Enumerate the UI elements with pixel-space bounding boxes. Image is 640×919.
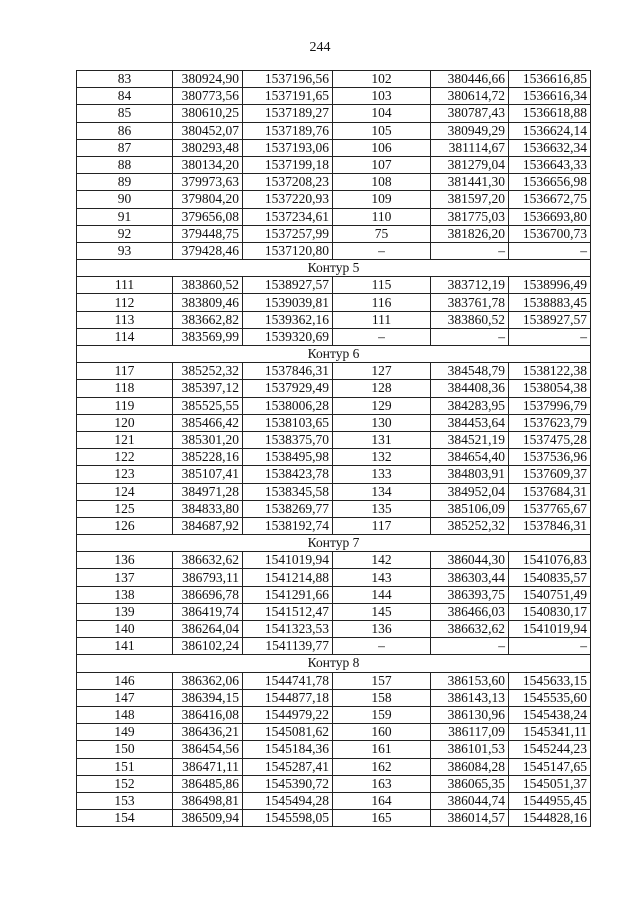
table-row: [77, 517, 591, 534]
x-coordinate-cell: 380614,72: [431, 88, 509, 105]
point-number-cell: 106: [333, 139, 431, 156]
x-coordinate-cell: 379448,75: [173, 225, 243, 242]
x-coordinate-cell: 386102,24: [173, 638, 243, 655]
y-coordinate-cell: 1541512,47: [243, 603, 333, 620]
x-coordinate-cell: 385107,41: [173, 466, 243, 483]
x-coordinate-cell: 384971,28: [173, 483, 243, 500]
y-coordinate-cell: 1537929,49: [243, 380, 333, 397]
point-number-cell: 135: [333, 500, 431, 517]
x-coordinate-cell: 386065,35: [431, 775, 509, 792]
x-coordinate-cell: 381441,30: [431, 174, 509, 191]
x-coordinate-cell: 386153,60: [431, 672, 509, 689]
y-coordinate-cell: 1544741,78: [243, 672, 333, 689]
x-coordinate-cell: 386264,04: [173, 621, 243, 638]
x-coordinate-cell: 386044,30: [431, 552, 509, 569]
x-coordinate-cell: 381775,03: [431, 208, 509, 225]
y-coordinate-cell: 1545147,65: [509, 758, 591, 775]
point-number-cell: 85: [77, 105, 173, 122]
x-coordinate-cell: 380949,29: [431, 122, 509, 139]
y-coordinate-cell: 1540751,49: [509, 586, 591, 603]
y-coordinate-cell: 1537609,37: [509, 466, 591, 483]
y-coordinate-cell: 1538103,65: [243, 414, 333, 431]
y-coordinate-cell: 1541139,77: [243, 638, 333, 655]
y-coordinate-cell: 1538495,98: [243, 449, 333, 466]
y-coordinate-cell: 1537199,18: [243, 156, 333, 173]
point-number-cell: 157: [333, 672, 431, 689]
point-number-cell: 163: [333, 775, 431, 792]
table-row: [77, 569, 591, 586]
x-coordinate-cell: 386362,06: [173, 672, 243, 689]
y-coordinate-cell: 1538054,38: [509, 380, 591, 397]
section-header-row: [77, 260, 591, 277]
x-coordinate-cell: 385301,20: [173, 431, 243, 448]
point-number-cell: 89: [77, 174, 173, 191]
table-row: [77, 810, 591, 827]
point-number-cell: 162: [333, 758, 431, 775]
point-number-cell: 117: [333, 517, 431, 534]
table-row: [77, 638, 591, 655]
x-coordinate-cell: 384803,91: [431, 466, 509, 483]
point-number-cell: 142: [333, 552, 431, 569]
x-coordinate-cell: 386394,15: [173, 689, 243, 706]
table-row: [77, 603, 591, 620]
x-coordinate-cell: 385252,32: [431, 517, 509, 534]
point-number-cell: 87: [77, 139, 173, 156]
x-coordinate-cell: 385106,09: [431, 500, 509, 517]
x-coordinate-cell: 383860,52: [431, 311, 509, 328]
coordinates-table-body: [77, 71, 591, 827]
y-coordinate-cell: 1545184,36: [243, 741, 333, 758]
x-coordinate-cell: 385397,12: [173, 380, 243, 397]
y-coordinate-cell: 1536632,34: [509, 139, 591, 156]
point-number-cell: 158: [333, 689, 431, 706]
point-number-cell: 145: [333, 603, 431, 620]
y-coordinate-cell: 1536656,98: [509, 174, 591, 191]
y-coordinate-cell: 1536672,75: [509, 191, 591, 208]
point-number-cell: 90: [77, 191, 173, 208]
point-number-cell: 131: [333, 431, 431, 448]
y-coordinate-cell: 1537257,99: [243, 225, 333, 242]
y-coordinate-cell: 1536618,88: [509, 105, 591, 122]
x-coordinate-cell: 379973,63: [173, 174, 243, 191]
y-coordinate-cell: 1537684,31: [509, 483, 591, 500]
point-number-cell: 139: [77, 603, 173, 620]
x-coordinate-cell: 386130,96: [431, 706, 509, 723]
point-number-cell: 105: [333, 122, 431, 139]
y-coordinate-cell: 1537234,61: [243, 208, 333, 225]
x-coordinate-cell: 380446,66: [431, 71, 509, 88]
x-coordinate-cell: –: [431, 328, 509, 345]
table-row: [77, 483, 591, 500]
table-row: [77, 706, 591, 723]
y-coordinate-cell: 1538006,28: [243, 397, 333, 414]
y-coordinate-cell: 1539320,69: [243, 328, 333, 345]
x-coordinate-cell: 386498,81: [173, 792, 243, 809]
y-coordinate-cell: 1540830,17: [509, 603, 591, 620]
point-number-cell: 104: [333, 105, 431, 122]
point-number-cell: 126: [77, 517, 173, 534]
table-row: [77, 414, 591, 431]
point-number-cell: 83: [77, 71, 173, 88]
x-coordinate-cell: 380610,25: [173, 105, 243, 122]
table-row: [77, 775, 591, 792]
y-coordinate-cell: 1537765,67: [509, 500, 591, 517]
point-number-cell: 146: [77, 672, 173, 689]
y-coordinate-cell: 1545633,15: [509, 672, 591, 689]
x-coordinate-cell: 384952,04: [431, 483, 509, 500]
y-coordinate-cell: 1536643,33: [509, 156, 591, 173]
y-coordinate-cell: 1538345,58: [243, 483, 333, 500]
point-number-cell: 111: [333, 311, 431, 328]
table-row: [77, 191, 591, 208]
point-number-cell: 114: [77, 328, 173, 345]
y-coordinate-cell: –: [509, 242, 591, 259]
x-coordinate-cell: 380134,20: [173, 156, 243, 173]
y-coordinate-cell: 1545494,28: [243, 792, 333, 809]
table-row: [77, 449, 591, 466]
table-row: [77, 552, 591, 569]
y-coordinate-cell: 1537120,80: [243, 242, 333, 259]
y-coordinate-cell: 1539362,16: [243, 311, 333, 328]
x-coordinate-cell: –: [431, 638, 509, 655]
x-coordinate-cell: 386143,13: [431, 689, 509, 706]
y-coordinate-cell: 1537189,76: [243, 122, 333, 139]
table-row: [77, 363, 591, 380]
y-coordinate-cell: 1537193,06: [243, 139, 333, 156]
x-coordinate-cell: 386303,44: [431, 569, 509, 586]
point-number-cell: 115: [333, 277, 431, 294]
y-coordinate-cell: 1536693,80: [509, 208, 591, 225]
point-number-cell: 112: [77, 294, 173, 311]
y-coordinate-cell: 1545341,11: [509, 724, 591, 741]
point-number-cell: 86: [77, 122, 173, 139]
x-coordinate-cell: 385525,55: [173, 397, 243, 414]
coordinates-table: [76, 70, 591, 827]
table-row: [77, 672, 591, 689]
y-coordinate-cell: 1537996,79: [509, 397, 591, 414]
y-coordinate-cell: 1537536,96: [509, 449, 591, 466]
y-coordinate-cell: 1545081,62: [243, 724, 333, 741]
y-coordinate-cell: 1545390,72: [243, 775, 333, 792]
point-number-cell: 149: [77, 724, 173, 741]
page-number: 244: [309, 40, 331, 55]
point-number-cell: 148: [77, 706, 173, 723]
point-number-cell: 153: [77, 792, 173, 809]
point-number-cell: 129: [333, 397, 431, 414]
section-heading: Контур 5: [77, 260, 591, 277]
point-number-cell: 134: [333, 483, 431, 500]
x-coordinate-cell: 379428,46: [173, 242, 243, 259]
y-coordinate-cell: 1537846,31: [509, 517, 591, 534]
y-coordinate-cell: 1538375,70: [243, 431, 333, 448]
point-number-cell: 93: [77, 242, 173, 259]
table-row: [77, 208, 591, 225]
x-coordinate-cell: 380787,43: [431, 105, 509, 122]
x-coordinate-cell: 386416,08: [173, 706, 243, 723]
y-coordinate-cell: 1545438,24: [509, 706, 591, 723]
x-coordinate-cell: 380452,07: [173, 122, 243, 139]
x-coordinate-cell: 386466,03: [431, 603, 509, 620]
x-coordinate-cell: 386793,11: [173, 569, 243, 586]
table-row: [77, 122, 591, 139]
x-coordinate-cell: 383860,52: [173, 277, 243, 294]
x-coordinate-cell: 386101,53: [431, 741, 509, 758]
x-coordinate-cell: 379656,08: [173, 208, 243, 225]
point-number-cell: 136: [333, 621, 431, 638]
x-coordinate-cell: 386509,94: [173, 810, 243, 827]
y-coordinate-cell: 1545287,41: [243, 758, 333, 775]
point-number-cell: 102: [333, 71, 431, 88]
table-row: [77, 88, 591, 105]
point-number-cell: 137: [77, 569, 173, 586]
y-coordinate-cell: 1544979,22: [243, 706, 333, 723]
y-coordinate-cell: 1536616,34: [509, 88, 591, 105]
x-coordinate-cell: 383761,78: [431, 294, 509, 311]
x-coordinate-cell: 386632,62: [173, 552, 243, 569]
x-coordinate-cell: 386436,21: [173, 724, 243, 741]
x-coordinate-cell: 386014,57: [431, 810, 509, 827]
x-coordinate-cell: 386485,86: [173, 775, 243, 792]
table-row: [77, 105, 591, 122]
point-number-cell: 92: [77, 225, 173, 242]
table-row: [77, 139, 591, 156]
x-coordinate-cell: 384283,95: [431, 397, 509, 414]
point-number-cell: 130: [333, 414, 431, 431]
section-heading: Контур 7: [77, 535, 591, 552]
x-coordinate-cell: 381597,20: [431, 191, 509, 208]
x-coordinate-cell: 381279,04: [431, 156, 509, 173]
x-coordinate-cell: 386454,56: [173, 741, 243, 758]
x-coordinate-cell: –: [431, 242, 509, 259]
y-coordinate-cell: 1545535,60: [509, 689, 591, 706]
x-coordinate-cell: 379804,20: [173, 191, 243, 208]
table-row: [77, 277, 591, 294]
x-coordinate-cell: 381826,20: [431, 225, 509, 242]
y-coordinate-cell: 1541291,66: [243, 586, 333, 603]
x-coordinate-cell: 384408,36: [431, 380, 509, 397]
y-coordinate-cell: 1537220,93: [243, 191, 333, 208]
x-coordinate-cell: 385466,42: [173, 414, 243, 431]
y-coordinate-cell: –: [509, 638, 591, 655]
point-number-cell: –: [333, 638, 431, 655]
table-row: [77, 156, 591, 173]
y-coordinate-cell: 1541323,53: [243, 621, 333, 638]
point-number-cell: 124: [77, 483, 173, 500]
y-coordinate-cell: 1545051,37: [509, 775, 591, 792]
y-coordinate-cell: 1537208,23: [243, 174, 333, 191]
point-number-cell: 150: [77, 741, 173, 758]
point-number-cell: 111: [77, 277, 173, 294]
point-number-cell: 122: [77, 449, 173, 466]
point-number-cell: 113: [77, 311, 173, 328]
table-row: [77, 500, 591, 517]
point-number-cell: 160: [333, 724, 431, 741]
point-number-cell: 151: [77, 758, 173, 775]
point-number-cell: –: [333, 242, 431, 259]
y-coordinate-cell: 1539039,81: [243, 294, 333, 311]
y-coordinate-cell: 1545244,23: [509, 741, 591, 758]
section-header-row: [77, 535, 591, 552]
y-coordinate-cell: 1541019,94: [243, 552, 333, 569]
point-number-cell: 161: [333, 741, 431, 758]
y-coordinate-cell: 1536624,14: [509, 122, 591, 139]
table-row: [77, 792, 591, 809]
y-coordinate-cell: 1537189,27: [243, 105, 333, 122]
x-coordinate-cell: 386471,11: [173, 758, 243, 775]
x-coordinate-cell: 386117,09: [431, 724, 509, 741]
table-row: [77, 724, 591, 741]
x-coordinate-cell: 380773,56: [173, 88, 243, 105]
y-coordinate-cell: 1544877,18: [243, 689, 333, 706]
table-row: [77, 311, 591, 328]
point-number-cell: 103: [333, 88, 431, 105]
point-number-cell: 128: [333, 380, 431, 397]
y-coordinate-cell: 1538192,74: [243, 517, 333, 534]
y-coordinate-cell: 1538996,49: [509, 277, 591, 294]
y-coordinate-cell: 1545598,05: [243, 810, 333, 827]
section-header-row: [77, 346, 591, 363]
x-coordinate-cell: 386044,74: [431, 792, 509, 809]
point-number-cell: 109: [333, 191, 431, 208]
point-number-cell: 121: [77, 431, 173, 448]
point-number-cell: 136: [77, 552, 173, 569]
y-coordinate-cell: 1537475,28: [509, 431, 591, 448]
table-row: [77, 466, 591, 483]
point-number-cell: 110: [333, 208, 431, 225]
point-number-cell: 108: [333, 174, 431, 191]
point-number-cell: 143: [333, 569, 431, 586]
x-coordinate-cell: 386632,62: [431, 621, 509, 638]
x-coordinate-cell: 380293,48: [173, 139, 243, 156]
y-coordinate-cell: –: [509, 328, 591, 345]
y-coordinate-cell: 1538423,78: [243, 466, 333, 483]
point-number-cell: 144: [333, 586, 431, 603]
y-coordinate-cell: 1541019,94: [509, 621, 591, 638]
point-number-cell: 84: [77, 88, 173, 105]
point-number-cell: 91: [77, 208, 173, 225]
section-heading: Контур 6: [77, 346, 591, 363]
y-coordinate-cell: 1538883,45: [509, 294, 591, 311]
y-coordinate-cell: 1538927,57: [243, 277, 333, 294]
point-number-cell: 127: [333, 363, 431, 380]
x-coordinate-cell: 383569,99: [173, 328, 243, 345]
x-coordinate-cell: 384453,64: [431, 414, 509, 431]
y-coordinate-cell: 1544955,45: [509, 792, 591, 809]
section-header-row: [77, 655, 591, 672]
point-number-cell: 141: [77, 638, 173, 655]
x-coordinate-cell: 384548,79: [431, 363, 509, 380]
y-coordinate-cell: 1544828,16: [509, 810, 591, 827]
point-number-cell: 88: [77, 156, 173, 173]
point-number-cell: 159: [333, 706, 431, 723]
x-coordinate-cell: 384521,19: [431, 431, 509, 448]
point-number-cell: 125: [77, 500, 173, 517]
x-coordinate-cell: 386696,78: [173, 586, 243, 603]
y-coordinate-cell: 1538927,57: [509, 311, 591, 328]
y-coordinate-cell: 1536616,85: [509, 71, 591, 88]
x-coordinate-cell: 381114,67: [431, 139, 509, 156]
y-coordinate-cell: 1540835,57: [509, 569, 591, 586]
y-coordinate-cell: 1537623,79: [509, 414, 591, 431]
table-row: [77, 758, 591, 775]
table-row: [77, 174, 591, 191]
point-number-cell: 75: [333, 225, 431, 242]
table-row: [77, 621, 591, 638]
section-heading: Контур 8: [77, 655, 591, 672]
point-number-cell: 154: [77, 810, 173, 827]
point-number-cell: 147: [77, 689, 173, 706]
point-number-cell: 133: [333, 466, 431, 483]
table-row: [77, 242, 591, 259]
x-coordinate-cell: 386393,75: [431, 586, 509, 603]
point-number-cell: 138: [77, 586, 173, 603]
y-coordinate-cell: 1537846,31: [243, 363, 333, 380]
y-coordinate-cell: 1537191,65: [243, 88, 333, 105]
y-coordinate-cell: 1541076,83: [509, 552, 591, 569]
point-number-cell: 118: [77, 380, 173, 397]
y-coordinate-cell: 1538269,77: [243, 500, 333, 517]
table-row: [77, 71, 591, 88]
x-coordinate-cell: 383712,19: [431, 277, 509, 294]
y-coordinate-cell: 1536700,73: [509, 225, 591, 242]
table-row: [77, 397, 591, 414]
table-row: [77, 689, 591, 706]
y-coordinate-cell: 1538122,38: [509, 363, 591, 380]
point-number-cell: 120: [77, 414, 173, 431]
point-number-cell: 117: [77, 363, 173, 380]
table-row: [77, 294, 591, 311]
y-coordinate-cell: 1541214,88: [243, 569, 333, 586]
table-row: [77, 586, 591, 603]
point-number-cell: 123: [77, 466, 173, 483]
x-coordinate-cell: 385252,32: [173, 363, 243, 380]
x-coordinate-cell: 385228,16: [173, 449, 243, 466]
x-coordinate-cell: 383809,46: [173, 294, 243, 311]
table-row: [77, 741, 591, 758]
table-row: [77, 431, 591, 448]
point-number-cell: 116: [333, 294, 431, 311]
point-number-cell: 165: [333, 810, 431, 827]
table-row: [77, 225, 591, 242]
point-number-cell: –: [333, 328, 431, 345]
x-coordinate-cell: 380924,90: [173, 71, 243, 88]
point-number-cell: 140: [77, 621, 173, 638]
table-row: [77, 380, 591, 397]
point-number-cell: 164: [333, 792, 431, 809]
x-coordinate-cell: 386419,74: [173, 603, 243, 620]
x-coordinate-cell: 383662,82: [173, 311, 243, 328]
x-coordinate-cell: 384654,40: [431, 449, 509, 466]
x-coordinate-cell: 386084,28: [431, 758, 509, 775]
y-coordinate-cell: 1537196,56: [243, 71, 333, 88]
point-number-cell: 152: [77, 775, 173, 792]
x-coordinate-cell: 384687,92: [173, 517, 243, 534]
point-number-cell: 132: [333, 449, 431, 466]
point-number-cell: 119: [77, 397, 173, 414]
point-number-cell: 107: [333, 156, 431, 173]
x-coordinate-cell: 384833,80: [173, 500, 243, 517]
table-row: [77, 328, 591, 345]
